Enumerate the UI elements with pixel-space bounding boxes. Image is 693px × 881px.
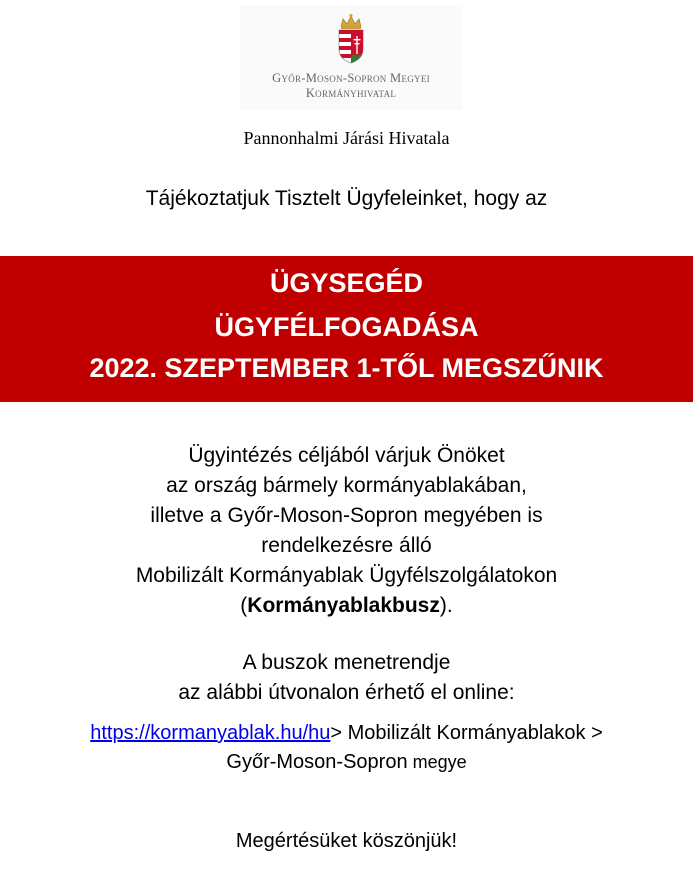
body-line-6-open: ( [240,594,248,617]
banner-line-1: ÜGYSEGÉD [269,268,424,298]
route-line-1 [0,719,693,748]
office-name: Pannonhalmi Járási Hivatala [243,128,450,148]
schedule-text [0,648,693,708]
route-line-2 [0,748,693,777]
kormanyablakbusz-bold: Kormányablakbusz [247,594,440,617]
kormanyablak-link[interactable]: https://kormanyablak.hu/hu [90,722,331,744]
hungarian-coat-of-arms-icon [335,13,367,65]
body-line-3: illetve a Győr-Moson-Sopron megyében is [150,504,543,527]
body-line-2: az ország bármely kormányablakában, [166,474,527,497]
intro-text: Tájékoztatjuk Tisztelt Ügyfeleinket, hogy az [145,187,548,210]
body-line-5: Mobilizált Kormányablak Ügyfélszolgálatokon [135,564,558,587]
office-logo [240,5,462,110]
body-line-6 [0,591,693,621]
body-line-4: rendelkezésre álló [261,534,432,557]
logo-line-2: Kormányhivatal [305,86,397,100]
route-text [0,719,693,777]
banner-line-2: ÜGYFÉLFOGADÁSA [214,312,479,342]
route-county-suffix: megye [407,752,467,772]
body-text [0,441,693,621]
banner-line-3: 2022. SZEPTEMBER 1-TŐL MEGSZŰNIK [89,353,604,383]
route-county: Győr-Moson-Sopron [226,751,408,773]
announcement-banner [0,256,693,402]
schedule-line-1: A buszok menetrendje [242,651,451,674]
thanks-text: Megértésüket köszönjük! [235,830,458,852]
body-line-1: Ügyintézés céljából várjuk Önöket [188,444,505,467]
route-path: > Mobilizált Kormányablakok > [330,722,603,744]
body-line-6-close: ). [439,594,453,617]
logo-line-1: Győr-Moson-Sopron Megyei [272,71,430,85]
schedule-line-2: az alábbi útvonalon érhető el online: [178,681,515,704]
